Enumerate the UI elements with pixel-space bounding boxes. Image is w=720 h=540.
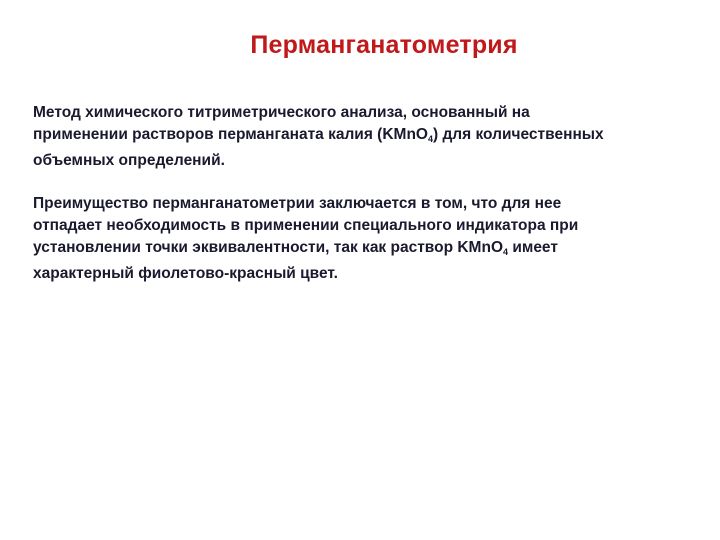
definition-line-1: Метод химического титриметрического анализа, основанный на: [33, 104, 530, 121]
advantage-line-3-text: установлении точки эквивалентности, так как раствор KMnO: [33, 239, 503, 256]
definition-line-2-tail: ) для количественных: [433, 126, 604, 143]
definition-line-2-text: применении растворов перманганата калия (KMnO: [33, 126, 428, 143]
advantage-line-3: [33, 237, 703, 259]
advantage-paragraph: [33, 193, 703, 285]
advantage-line-1: Преимущество перманганатометрии заключается в том, что для нее: [33, 195, 562, 212]
formula-subscript: 4: [427, 134, 433, 144]
advantage-line-2: отпадает необходимость в применении специального индикатора при: [33, 217, 579, 234]
slide-title: Перманганатометрия: [250, 31, 518, 59]
formula-subscript: 4: [503, 247, 509, 257]
definition-paragraph: [33, 102, 703, 172]
advantage-line-3-tail: имеет: [508, 239, 558, 256]
definition-line-2: [33, 124, 703, 146]
advantage-line-4: характерный фиолетово-красный цвет.: [33, 265, 338, 282]
definition-line-3: объемных определений.: [33, 152, 225, 169]
